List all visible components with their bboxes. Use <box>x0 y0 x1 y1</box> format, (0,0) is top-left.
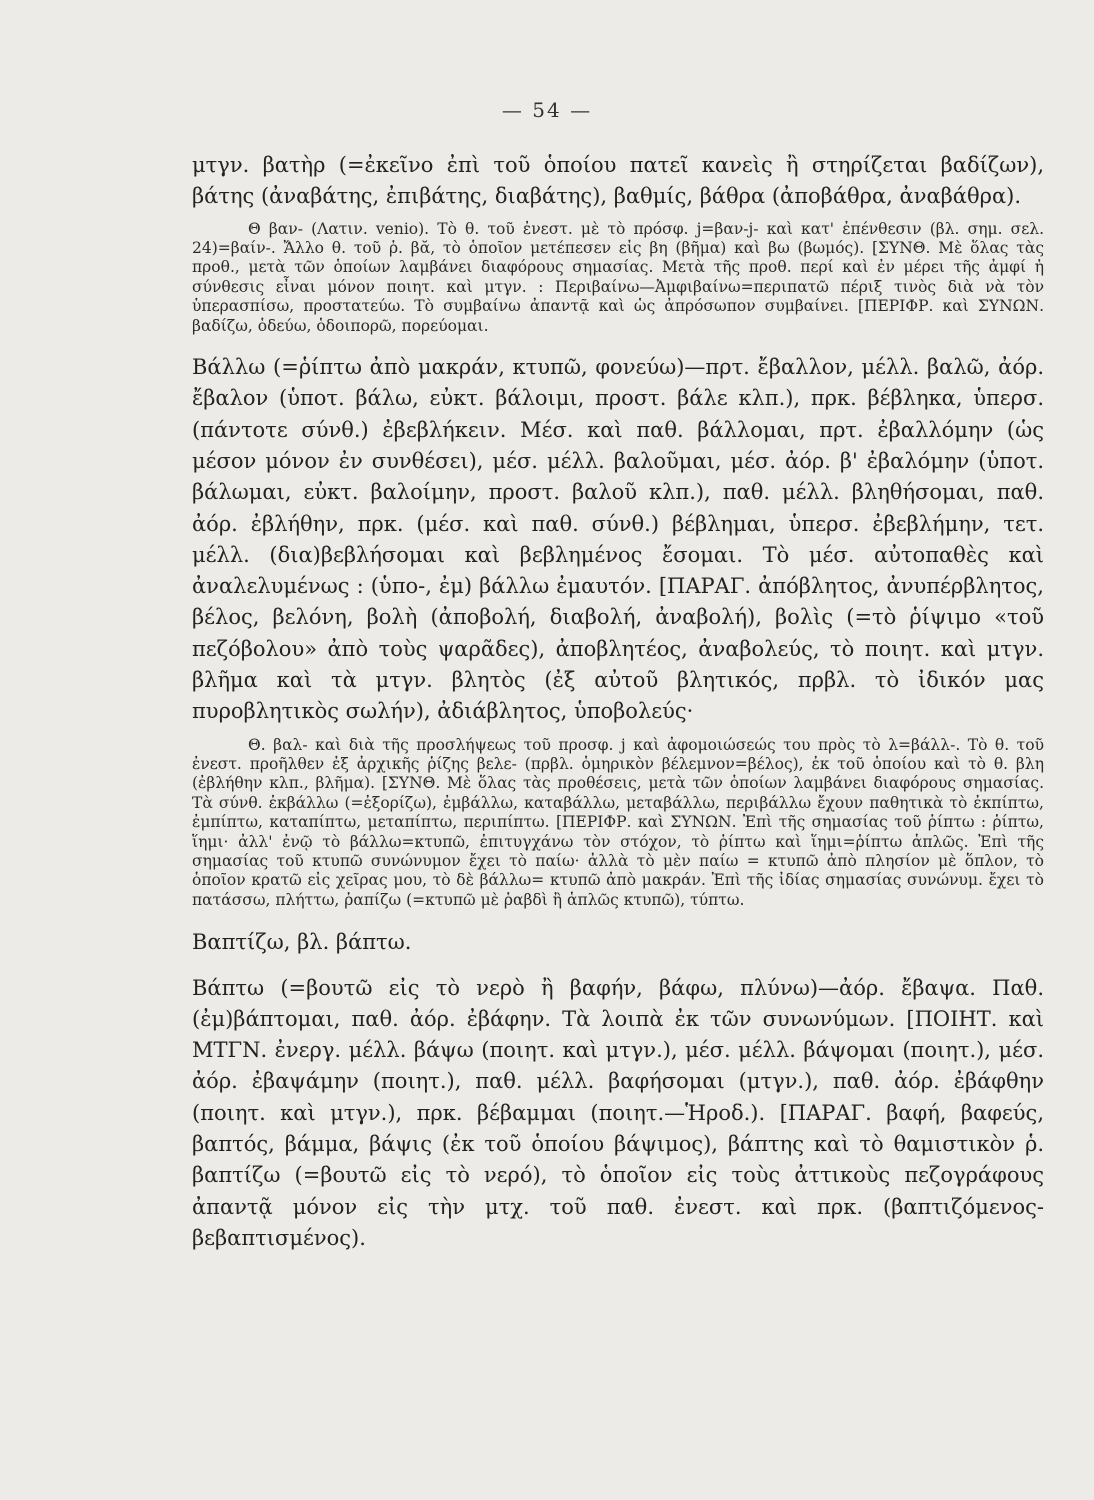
entry-vallo-text: Βάλλω (=ῥίπτω ἀπὸ μακράν, κτυπῶ, φονεύω)—πρτ. ἔβαλλον, μέλλ. βαλῶ, ἀόρ. ἔβαλον (ὑποτ. βάλω, εὐκτ. βάλοιμι, προστ. βάλε κλπ.), πρκ. βέβληκα, ὑπερσ. (πάντοτε σύνθ.) ἐβεβλήκειν. Μέσ. καὶ παθ. βάλλομαι, πρτ. ἐβαλλόμην (ὡς μέσον μόνον ἐν συνθέσει), μέσ. μέλλ. βαλοῦμαι, μέσ. ἀόρ. β' ἐβαλόμην (ὑποτ. βάλωμαι, εὐκτ. βαλοίμην, προστ. βαλοῦ κλπ.), παθ. μέλλ. βληθήσομαι, παθ. ἀόρ. ἐβλήθην, πρκ. (μέσ. καὶ παθ. σύνθ.) βέβλημαι, ὑπερσ. ἐβεβλήμην, τετ. μέλλ. (δια)βεβλήσομαι καὶ βεβλημένος ἔσομαι. Τὸ μέσ. αὐτοπαθὲς καὶ ἀναλελυμένως : (ὑπο-, ἐμ) βάλλω ἐμαυτόν. [ΠΑΡΑΓ. ἀπόβλητος, ἀνυπέρβλητος, βέλος, βελόνη, βολὴ (ἀποβολή, διαβολή, ἀναβολή), βολὶς (=τὸ ῥίψιμο «τοῦ πεζόβολου» ἀπὸ τοὺς ψαρᾶδες), ἀποβλητέος, ἀναβολεύς, τὸ ποιητ. καὶ μτγν. βλῆμα καὶ τὰ μτγν. βλητὸς (ἐξ αὐτοῦ βλητικός, πρβλ. τὸ ἰδικόν μας πυροβλητικὸς σωλήν), ἀδιάβλητος, ὑποβολεύς· <box>192 355 1044 724</box>
entry-vallo-notes: Θ. βαλ- καὶ διὰ τῆς προσλήψεως τοῦ προσφ. j καὶ ἀφομοιώσεώς του πρὸς τὸ λ=βάλλ-. Τὸ θ. τοῦ ἐνεστ. προῆλθεν ἐξ ἀρχικῆς ῥίζης βελε- (πρβλ. ὁμηρικὸν βέλεμνον=βέλος), ἐκ τοῦ ὁποίου καὶ τὸ θ. βλη (ἐβλήθην κλπ., βλῆμα). [ΣΥΝΘ. Μὲ ὅλας τὰς προθέσεις, μετὰ τῶν ὁποίων λαμβάνει διαφόρους σημασίας. Τὰ σύνθ. ἐκβάλλω (=ἐξορίζω), ἐμβάλλω, καταβάλλω, μεταβάλλω, περιβάλλω ἔχουν παθητικὰ τὸ ἐκπίπτω, ἐμπίπτω, καταπίπτω, μεταπίπτω, περιπίπτω. [ΠΕΡΙΦΡ. καὶ ΣΥΝΩΝ. Ἐπὶ τῆς σημασίας τοῦ ῥίπτω : ῥίπτω, ἵημι· ἀλλ' ἐνῷ τὸ βάλλω=κτυπῶ, ἐπιτυγχάνω τὸν στόχον, τὸ ῥίπτω καὶ ἵημι=ῥίπτω ἁπλῶς. Ἐπὶ τῆς σημασίας τοῦ κτυπῶ συνώνυμον ἔχει τὸ παίω· ἀλλὰ τὸ μὲν παίω = κτυπῶ ἀπὸ πλησίον μὲ ὅπλον, τὸ ὁποῖον κρατῶ εἰς χεῖρας μου, τὸ δὲ βάλλω= κτυπῶ ἀπὸ μακράν. Ἐπὶ τῆς ἰδίας σημασίας συνώνυμ. ἔχει τὸ πατάσσω, πλήττω, ῥαπίζω (=κτυπῶ μὲ ῥαβδὶ ἢ ἁπλῶς κτυπῶ), τύπτω. <box>192 735 1044 909</box>
entry-vapto-text: Βάπτω (=βουτῶ εἰς τὸ νερὸ ἢ βαφήν, βάφω, πλύνω)—ἀόρ. ἔβαψα. Παθ. (ἐμ)βάπτομαι, παθ. ἀόρ. ἐβάφην. Τὰ λοιπὰ ἐκ τῶν συνωνύμων. [ΠΟΙΗΤ. καὶ ΜΤΓΝ. ἐνεργ. μέλλ. βάψω (ποιητ. καὶ μτγν.), μέσ. μέλλ. βάψομαι (ποιητ.), μέσ. ἀόρ. ἐβαψάμην (ποιητ.), παθ. μέλλ. βαφήσομαι (μτγν.), παθ. ἀόρ. ἐβάφθην (ποιητ. καὶ μτγν.), πρκ. βέβαμμαι (ποιητ.—Ἡροδ.). [ΠΑΡΑΓ. βαφή, βαφεύς, βαπτός, βάμμα, βάψις (ἐκ τοῦ ὁποίου βάψιμος), βάπτης καὶ τὸ θαμιστικὸν ῥ. βαπτίζω (=βουτῶ εἰς τὸ νερό), τὸ ὁποῖον εἰς τοὺς ἀττικοὺς πεζογράφους ἀπαντᾷ μόνον εἰς τὴν μτχ. τοῦ παθ. ἐνεστ. καὶ πρκ. (βαπτιζόμενος-βεβαπτισμένος). <box>192 975 1044 1250</box>
page-content <box>192 150 1044 1254</box>
entry-vaptizo-text: Βαπτίζω, βλ. βάπτω. <box>192 930 412 955</box>
page-number: — 54 — <box>501 98 593 122</box>
entry-continuation-text: μτγν. βατὴρ (=ἐκεῖνο ἐπὶ τοῦ ὁποίου πατεῖ κανεὶς ἢ στηρίζεται βαδίζων), βάτης (ἀναβάτης, ἐπιβάτης, διαβάτης), βαθμίς, βάθρα (ἀποβάθρα, ἀναβάθρα). <box>192 153 1044 209</box>
entry-continuation-notes: Θ βαν- (Λατιν. venio). Τὸ θ. τοῦ ἐνεστ. μὲ τὸ πρόσφ. j=βαν-j- καὶ κατ' ἐπένθεσιν (βλ. σημ. σελ. 24)=βαίν-. Ἄλλο θ. τοῦ ῥ. βᾰ, τὸ ὁποῖον μετέπεσεν εἰς βη (βῆμα) καὶ βω (βωμός). [ΣΥΝΘ. Μὲ ὅλας τὰς προθ., μετὰ τῶν ὁποίων λαμβάνει διαφόρους σημασίας. Μετὰ τῆς προθ. περί καὶ ἐν μέρει τῆς ἀμφί ἡ σύνθεσις εἶναι μόνον ποιητ. καὶ μτγν. : Περιβαίνω—Ἀμφιβαίνω=περιπατῶ πέριξ τινὸς διὰ νὰ τὸν ὑπερασπίσω, προστατεύω. Τὸ συμβαίνω ἀπαντᾷ καὶ ὡς ἀπρόσωπον συμβαίνει. [ΠΕΡΙΦΡ. καὶ ΣΥΝΩΝ. βαδίζω, ὁδεύω, ὁδοιπορῶ, πορεύομαι. <box>192 219 1044 335</box>
